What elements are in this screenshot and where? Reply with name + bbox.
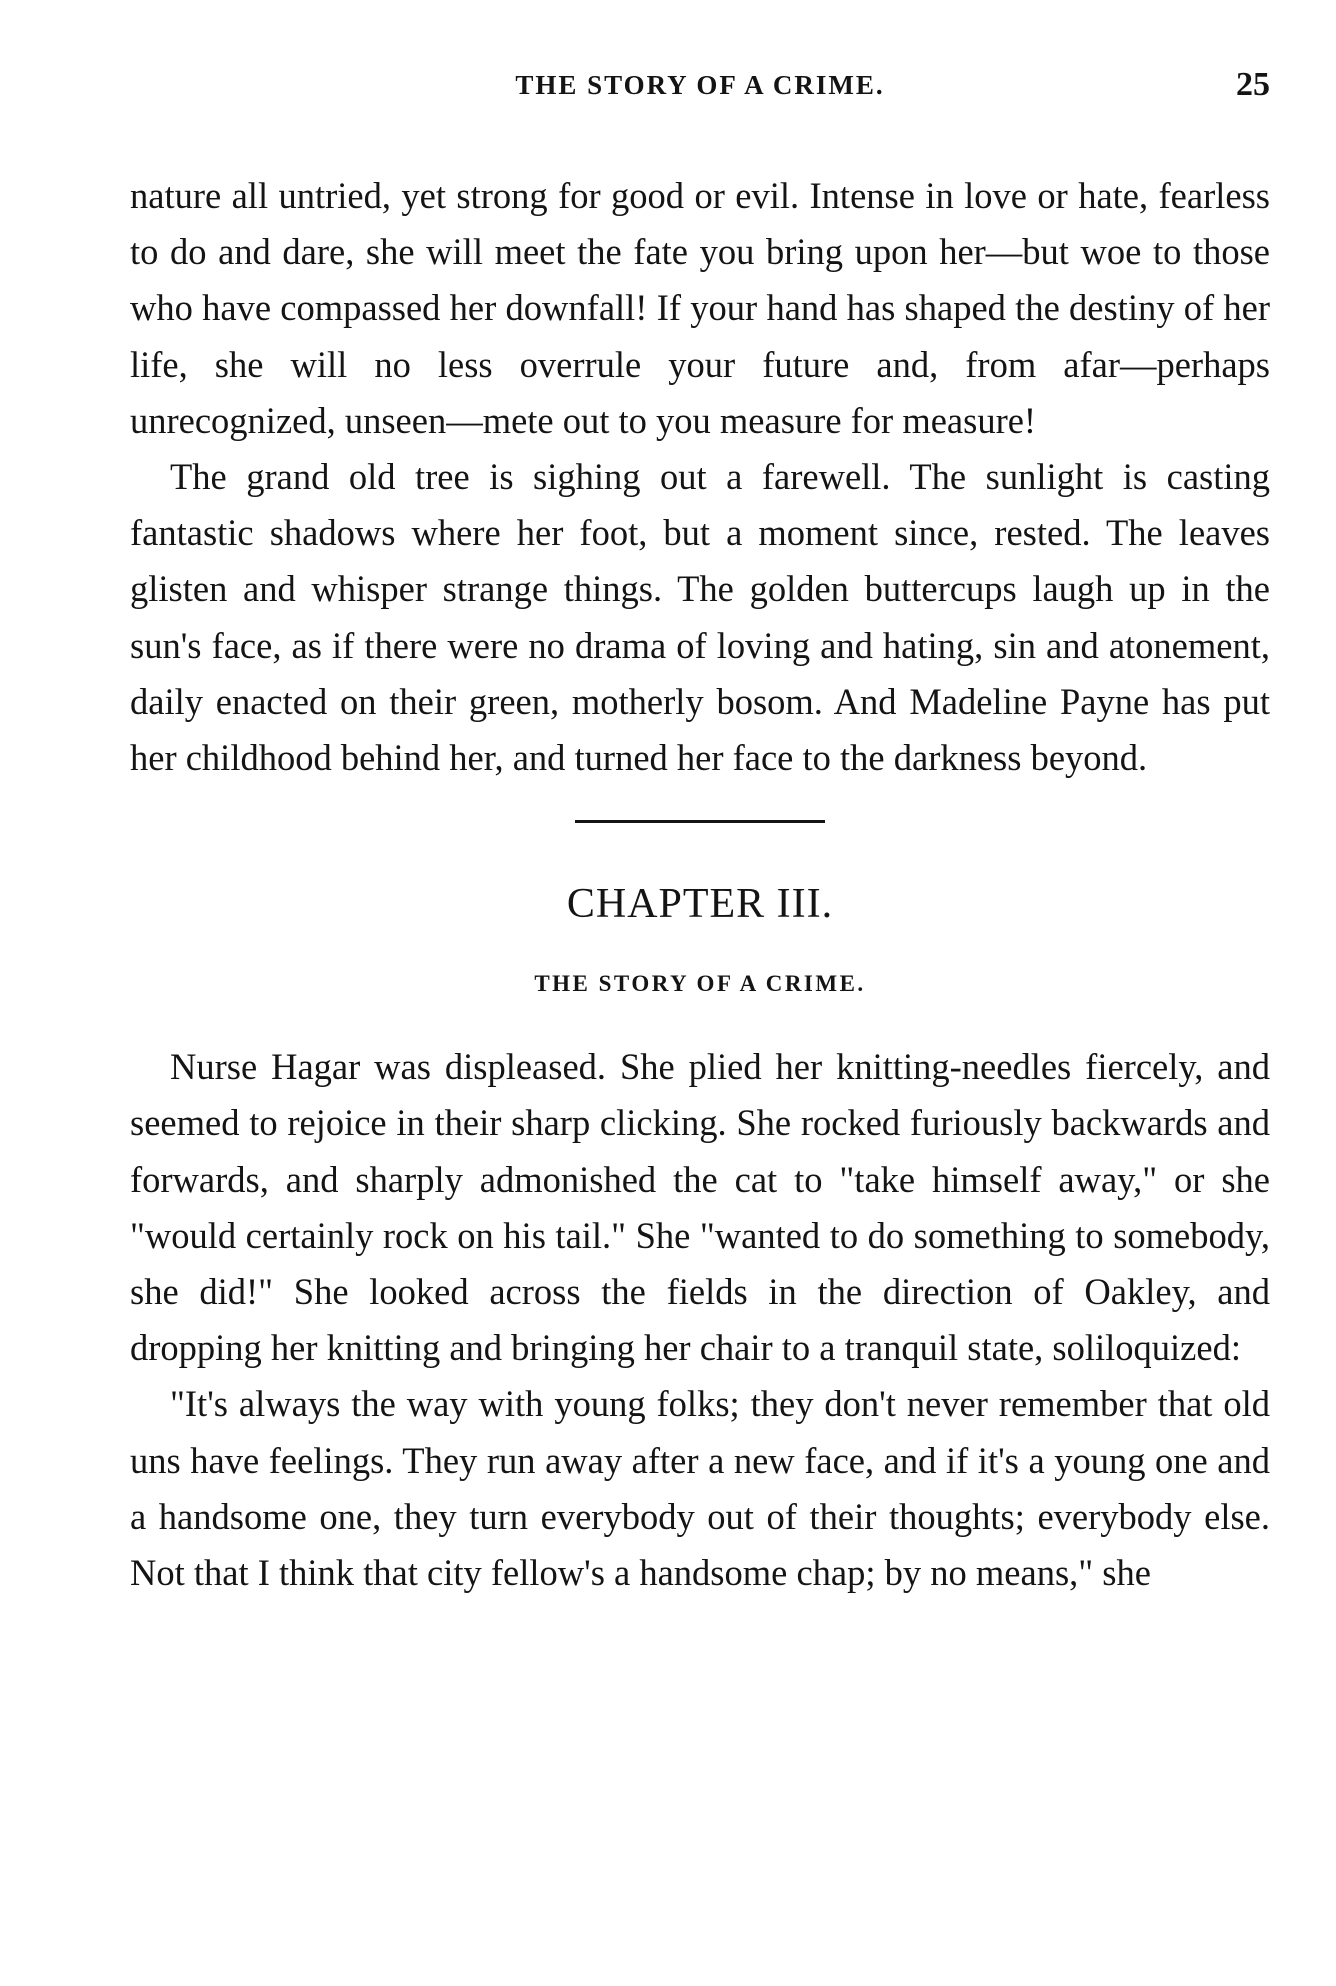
page-number: 25 bbox=[1236, 66, 1270, 103]
paragraph-farewell: The grand old tree is sighing out a farewell. The sunlight is casting fantastic shadows where her foot, but a moment since, rested. The leaves glisten and whisper strange things. The golden buttercups laugh up in the sun's face, as if there were no drama of loving and hating, sin and atonement, daily enacted on their green, motherly bosom. And Madeline Payne has put her childhood behind her, and turned her face to the darkness beyond. bbox=[130, 456, 1270, 779]
section-divider bbox=[575, 820, 825, 823]
paragraph-continued: nature all untried, yet strong for good or evil. Intense in love or hate, fearless to do and dare, she will meet the fate you bring upon her—but woe to those who have compassed her downfall! If your hand has shaped the destiny of her life, she will no less overrule your future and, from afar—perhaps unrecognized, unseen—mete out to you measure for measure! bbox=[130, 175, 1270, 441]
chapter-subtitle: THE STORY OF A CRIME. bbox=[534, 971, 866, 997]
body-text bbox=[130, 168, 1270, 1601]
paragraph-young-folks: "It's always the way with young folks; they don't never remember that old uns have feelings. They run away after a new face, and if it's a young one and a handsome one, they turn everybody out of their thoughts; everybody else. Not that I think that city fellow's a handsome chap; by no means," she bbox=[130, 1383, 1270, 1594]
running-title: THE STORY OF A CRIME. bbox=[515, 70, 885, 100]
chapter-heading: CHAPTER III. bbox=[566, 881, 834, 928]
running-header bbox=[130, 60, 1270, 120]
book-page bbox=[130, 60, 1270, 1601]
paragraph-nurse-hagar: Nurse Hagar was displeased. She plied her knitting-needles fiercely, and seemed to rejoice in their sharp clicking. She rocked furiously backwards and forwards, and sharply admonished the cat to "take himself away," or she "would certainly rock on his tail." She "wanted to do something to somebody, she did!" She looked across the fields in the direction of Oakley, and dropping her knitting and bringing her chair to a tranquil state, soliloquized: bbox=[130, 1046, 1270, 1369]
